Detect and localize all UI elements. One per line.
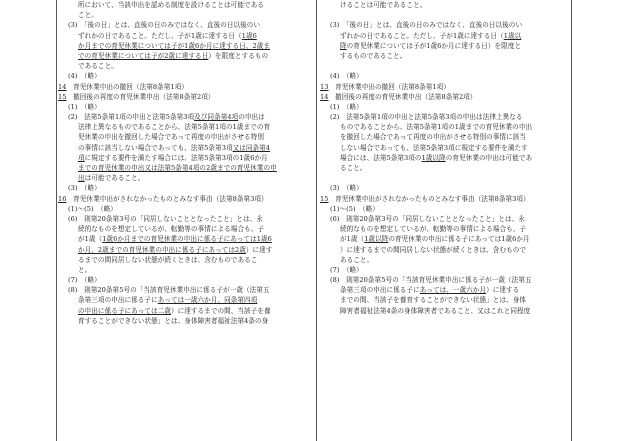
right-text-line <box>320 112 568 122</box>
text-fragment: に規定する要件を満たす場合には、法第5条第3項の1歳6か月 <box>84 153 268 162</box>
right-text-line <box>320 122 568 132</box>
underlined-amendment: あっては、一歳六か月 <box>419 286 487 295</box>
right-text-line <box>320 92 568 102</box>
left-text-line <box>58 194 313 204</box>
left-text-line <box>58 132 313 142</box>
left-text-line <box>58 163 313 173</box>
right-text-line <box>320 234 568 244</box>
text-fragment: 育することができない状態 <box>78 316 158 325</box>
text-fragment: (7) （略） <box>68 276 101 285</box>
right-text-line <box>320 194 568 204</box>
left-text-line <box>58 20 313 30</box>
text-fragment: ）に達するまでの間、当該子を養 <box>170 306 271 315</box>
text-fragment: ること。 <box>340 164 367 172</box>
underlined-amendment: までの育児休業の申出又は法第5条第4項の2歳までの育児休業の申 <box>78 164 277 172</box>
right-text-line <box>320 224 568 234</box>
right-text-line <box>320 285 568 295</box>
text-fragment: (2) 法第5条第1項の申出と法第5条第3項 <box>68 113 195 122</box>
right-text-line <box>320 31 568 41</box>
right-text-line <box>320 51 568 61</box>
left-text-line <box>58 255 313 265</box>
text-fragment: (4) （略） <box>68 72 101 81</box>
text-fragment: を撤回した場合であって再度の申出がさせる特別の事情に該当 <box>340 133 526 142</box>
left-text-line <box>58 265 313 275</box>
text-fragment: (2) 法第5条第1項の申出と法第5条第3項の申出は法律上異なる <box>330 113 523 122</box>
text-fragment: (3) （略） <box>68 184 101 193</box>
text-fragment: 所において、当該申出を認める制度を設けることは可能である <box>78 1 264 9</box>
left-text-line <box>58 82 313 92</box>
text-fragment: (7) （略） <box>330 265 363 274</box>
left-text-line <box>58 51 313 61</box>
text-fragment: の育児休業の申出は可能であ <box>445 153 533 162</box>
left-text-line <box>58 31 313 41</box>
left-text-line <box>58 285 313 295</box>
left-text-line <box>58 306 313 316</box>
text-fragment: の事情に該当しない場合であっても、法第5条第3項 <box>78 143 233 152</box>
text-fragment: 続的なものを想定しているが、転勤等の事情による場合も、子 <box>340 225 527 234</box>
underlined-amendment: あっては一歳六か月、同条第四項 <box>157 296 258 305</box>
left-text-line <box>58 153 313 163</box>
text-fragment: 続的なものを想定しているが、転勤等の事情による場合も、子 <box>78 225 265 234</box>
underlined-amendment: 項 <box>78 153 85 162</box>
text-fragment: 撤回後の再度の育児休業申出（法第8条第2項） <box>66 92 215 101</box>
right-text-line <box>320 245 568 255</box>
left-text-line <box>58 214 313 224</box>
underlined-amendment: 13 <box>320 82 329 91</box>
text-fragment: ずれかの日であること。ただし、子が1歳に達する日（ <box>340 31 504 40</box>
underlined-amendment: 1歳以降 <box>421 153 446 162</box>
underlined-amendment: 及び同条第4項 <box>194 113 239 122</box>
right-text-line <box>320 295 568 305</box>
text-fragment: (1) （略） <box>330 102 363 111</box>
text-fragment: ）に達する <box>486 286 520 295</box>
text-fragment: ）に達するまでの間同居しない状態が続くときは、含むもので <box>340 245 527 254</box>
text-fragment: 法律上異なるものであることから、法第5条第1項の1歳までの育 <box>78 123 271 132</box>
text-fragment: (1)～(5) （略） <box>330 204 379 213</box>
text-fragment: であること。 <box>78 62 118 71</box>
text-fragment: 育児休業申出がされなかったものとみなす事由（法第8条第3項） <box>328 194 530 203</box>
text-fragment: (8) 則第20条第5号の「当該育児休業申出に係る子が一歳（法第五 <box>68 286 270 295</box>
text-fragment: ）を限度と <box>487 41 522 50</box>
right-text-line <box>320 265 568 275</box>
left-text-line <box>58 295 313 305</box>
text-fragment: (4) （略） <box>330 72 363 81</box>
text-fragment: するものであること。 <box>340 51 407 60</box>
text-fragment: と。 <box>78 265 92 274</box>
underlined-amendment: か月、2歳までの育児休業の申出に係る子にあっては2歳 <box>78 245 246 254</box>
text-fragment: 条第三項の申出に係る子に <box>78 296 158 305</box>
right-text-line <box>320 214 568 224</box>
text-fragment: るまでの間同居しない状態が続くときは、含むものであるこ <box>78 255 258 264</box>
text-fragment: (3) 「後の日」とは、直後の日のみではなく、直後の日以後のい <box>68 21 261 30</box>
left-text-line <box>58 92 313 102</box>
left-text-line <box>58 102 313 112</box>
text-fragment: あること。 <box>340 255 374 264</box>
right-text-line <box>320 255 568 265</box>
underlined-amendment: 1歳以降 <box>364 235 389 244</box>
left-text-line <box>58 234 313 244</box>
underlined-amendment: 16 <box>58 194 67 203</box>
underlined-amendment: か月までの育児休業については子が1歳6か月に達する日、2歳ま <box>78 41 270 50</box>
underlined-amendment: 出 <box>78 174 85 183</box>
text-fragment: 障害者福祉法第4条の身体障害者であること、又はこれと同程度 <box>340 306 531 315</box>
text-fragment: 児休業の申出を撤回した場合であって再度の申出がさせる特別 <box>78 133 264 142</box>
right-text-line <box>320 102 568 112</box>
left-text-line <box>58 143 313 153</box>
left-text-line <box>58 41 313 51</box>
left-text-line <box>58 245 313 255</box>
left-text-line <box>58 183 313 193</box>
text-fragment: の育児休業の申出に係る子にあっては1歳6か月 <box>388 235 530 244</box>
text-fragment: 撤回後の再度の育児休業申出（法第8条第2項） <box>328 92 477 101</box>
text-fragment: ずれかの日であること。ただし、子が1歳に達する日（ <box>78 31 242 40</box>
right-text-line <box>320 183 568 193</box>
left-text-line <box>58 173 313 183</box>
left-text-line <box>58 204 313 214</box>
text-fragment: (6) 則第20条第3号の「同居しないこととなったこと」とは、永 <box>330 214 525 223</box>
underlined-amendment: 又は同条第4 <box>232 143 271 152</box>
right-text-line <box>320 10 568 20</box>
right-text-line <box>320 61 568 71</box>
left-text-line <box>58 122 313 132</box>
text-fragment: (6) 則第20条第3号の「同居しないこととなったこと」とは、永 <box>68 214 263 223</box>
left-text-line <box>58 316 313 326</box>
underlined-amendment: 14 <box>58 82 67 91</box>
text-fragment: こと。 <box>78 11 98 20</box>
right-column-current-text <box>320 0 568 316</box>
text-fragment: が1歳（ <box>340 235 365 244</box>
text-fragment: 育児休業申出の撤回（法第8条第1項） <box>328 82 450 91</box>
right-text-line <box>320 82 568 92</box>
text-fragment: (3) 「後の日」とは、直後の日のみではなく、直後の日以後のい <box>330 21 523 30</box>
underlined-amendment: 1歳6か月までの育児休業の申出に係る子にあっては1歳6 <box>102 235 272 244</box>
right-text-line <box>320 41 568 51</box>
right-text-line <box>320 0 568 10</box>
underlined-amendment: 降 <box>340 41 347 50</box>
right-text-line <box>320 153 568 163</box>
right-text-line <box>320 71 568 81</box>
left-text-line <box>58 0 313 10</box>
text-fragment: の申出は <box>238 113 265 122</box>
right-text-line <box>320 275 568 285</box>
underlined-amendment: 14 <box>320 92 329 101</box>
text-fragment: は可能であること。 <box>84 174 145 183</box>
text-fragment: の育児休業については子が1歳6か月に達する日 <box>346 41 488 50</box>
underlined-amendment: 1歳以 <box>503 31 522 40</box>
text-fragment: までの間、当該子を養育することができない状態」とは、身体 <box>340 296 527 305</box>
text-fragment: けることは可能であること。 <box>340 1 427 9</box>
text-fragment: 育児休業申出の撤回（法第8条第1項） <box>66 82 188 91</box>
text-fragment: (8) 則第20条第5号の「当該育児休業申出に係る子が一歳（法第五 <box>330 276 532 285</box>
text-fragment: 場合には、法第5条第3項の <box>340 153 422 162</box>
text-fragment: 条第三項の申出に係る子に <box>340 286 420 295</box>
text-fragment: (3) （略） <box>330 184 363 193</box>
underlined-amendment: 15 <box>320 194 329 203</box>
underlined-amendment: での育児休業については子が2歳に達する日 <box>78 51 209 60</box>
column-divider <box>316 0 317 441</box>
left-text-line <box>58 224 313 234</box>
text-fragment: ）に達す <box>245 245 273 254</box>
underlined-amendment: の申出に係る子にあっては二歳 <box>78 306 171 315</box>
text-fragment: 育児休業申出がされなかったものとみなす事由（法第8条第3項） <box>66 194 268 203</box>
text-fragment: 」とは、身体障害者福祉法第4条の身 <box>157 316 269 325</box>
text-fragment: (1) （略） <box>68 102 101 111</box>
text-fragment: が1歳（ <box>78 235 103 244</box>
left-text-line <box>58 275 313 285</box>
left-text-line <box>58 71 313 81</box>
left-text-line <box>58 10 313 20</box>
left-text-line <box>58 112 313 122</box>
text-fragment: (1)～(5) （略） <box>68 204 117 213</box>
text-fragment: ものであることから、法第5条第1項の1歳までの育児休業の申出 <box>340 123 533 132</box>
right-text-line <box>320 20 568 30</box>
right-text-line <box>320 143 568 153</box>
left-text-line <box>58 61 313 71</box>
right-text-line <box>320 173 568 183</box>
right-text-line <box>320 306 568 316</box>
text-fragment: ）を限度とするもの <box>208 51 269 60</box>
underlined-amendment: 15 <box>58 92 67 101</box>
text-fragment: しない場合であっても、法第5条第3項に規定する要件を満たす <box>340 143 528 152</box>
right-text-line <box>320 204 568 214</box>
underlined-amendment: 1歳6 <box>241 31 257 40</box>
right-text-line <box>320 163 568 173</box>
left-column-revised-text <box>58 0 313 326</box>
right-text-line <box>320 132 568 142</box>
